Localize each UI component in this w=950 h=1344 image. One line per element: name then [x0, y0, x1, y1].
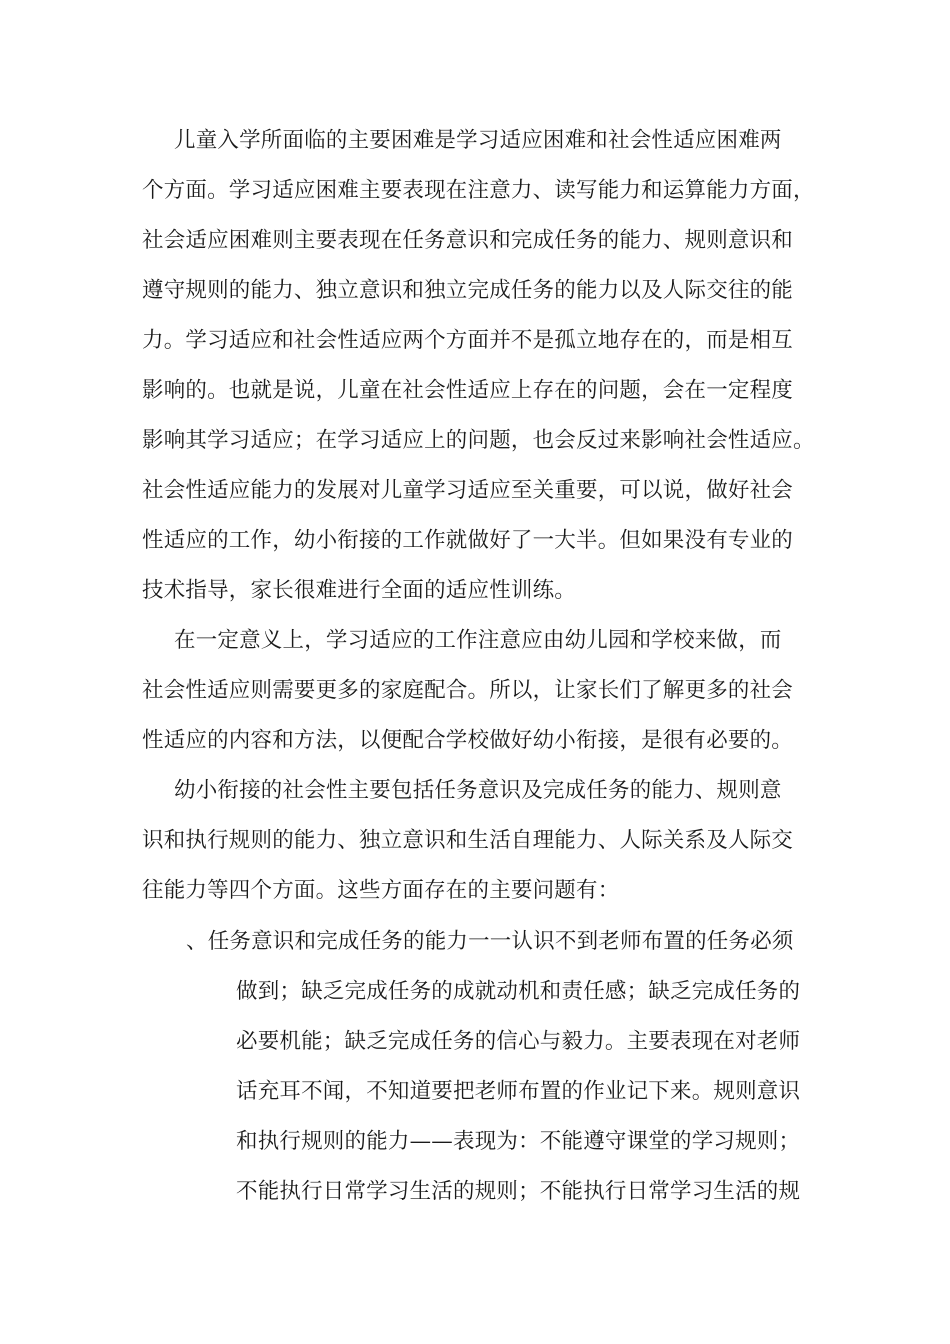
- paragraph-2-line-2: 社会性适应则需要更多的家庭配合。所以，让家长们了解更多的社会: [142, 678, 794, 703]
- paragraph-1-line-3: 社会适应困难则主要表现在任务意识和完成任务的能力、规则意识和: [142, 228, 794, 253]
- list-item-1-line-3: 必要机能；缺乏完成任务的信心与毅力。主要表现在对老师: [236, 1029, 801, 1054]
- list-item-1-line-6: 不能执行日常学习生活的规则；不能执行日常学习生活的规: [236, 1179, 801, 1204]
- paragraph-3-line-3: 往能力等四个方面。这些方面存在的主要问题有：: [142, 878, 620, 903]
- paragraph-1-line-1: 儿童入学所面临的主要困难是学习适应困难和社会性适应困难两: [174, 128, 782, 153]
- paragraph-3-line-2: 识和执行规则的能力、独立意识和生活自理能力、人际关系及人际交: [142, 828, 794, 853]
- paragraph-1-line-7: 影响其学习适应；在学习适应上的问题，也会反过来影响社会性适应。: [142, 428, 815, 453]
- paragraph-1-line-4: 遵守规则的能力、独立意识和独立完成任务的能力以及人际交往的能: [142, 278, 794, 303]
- list-item-1-line-4: 话充耳不闻，不知道要把老师布置的作业记下来。规则意识: [236, 1079, 801, 1104]
- list-item-1-line-2: 做到；缺乏完成任务的成就动机和责任感；缺乏完成任务的: [236, 979, 801, 1004]
- paragraph-3-line-1: 幼小衔接的社会性主要包括任务意识及完成任务的能力、规则意: [174, 778, 782, 803]
- paragraph-1-line-9: 性适应的工作，幼小衔接的工作就做好了一大半。但如果没有专业的: [142, 528, 794, 553]
- paragraph-2-line-1: 在一定意义上，学习适应的工作注意应由幼儿园和学校来做，而: [174, 628, 782, 653]
- paragraph-2-line-3: 性适应的内容和方法，以便配合学校做好幼小衔接，是很有必要的。: [142, 728, 794, 753]
- list-item-1-line-5: 和执行规则的能力——表现为：不能遵守课堂的学习规则；: [236, 1129, 801, 1154]
- paragraph-1-line-6: 影响的。也就是说，儿童在社会性适应上存在的问题，会在一定程度: [142, 378, 794, 403]
- paragraph-1-line-8: 社会性适应能力的发展对儿童学习适应至关重要，可以说，做好社会: [142, 478, 794, 503]
- list-item-1-line-1: 、任务意识和完成任务的能力一一认识不到老师布置的任务必须: [186, 929, 794, 954]
- paragraph-1-line-2: 个方面。学习适应困难主要表现在注意力、读写能力和运算能力方面，: [142, 178, 815, 203]
- paragraph-1-line-5: 力。学习适应和社会性适应两个方面并不是孤立地存在的，而是相互: [142, 328, 794, 353]
- paragraph-1-line-10: 技术指导，家长很难进行全面的适应性训练。: [142, 578, 577, 603]
